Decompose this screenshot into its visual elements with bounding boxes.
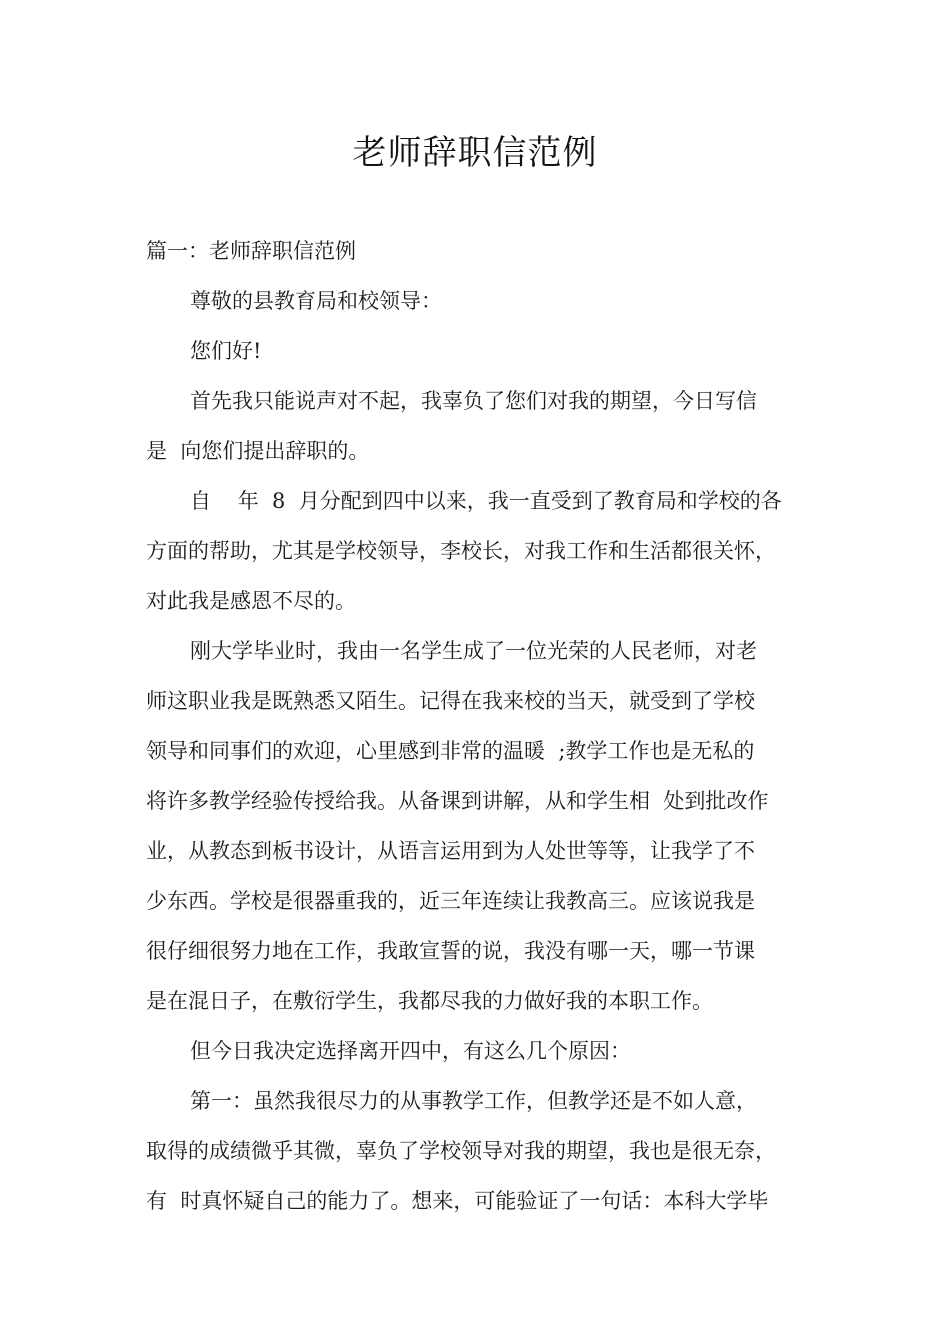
- paragraph-line: 是在混日子，在敷衍学生，我都尽我的力做好我的本职工作。: [146, 989, 713, 1013]
- paragraph-line: 自 年 8 月分配到四中以来，我一直受到了教育局和学校的各: [190, 489, 782, 513]
- paragraph-line: 有 时真怀疑自己的能力了。想来，可能验证了一句话：本科大学毕: [146, 1189, 769, 1213]
- salutation: 尊敬的县教育局和校领导：: [190, 289, 442, 313]
- paragraph-line: 对此我是感恩不尽的。: [146, 589, 356, 613]
- paragraph-line: 取得的成绩微乎其微，辜负了学校领导对我的期望，我也是很无奈，: [146, 1139, 776, 1163]
- paragraph-line: 将许多教学经验传授给我。从备课到讲解，从和学生相 处到批改作: [146, 789, 769, 813]
- paragraph-line: 少东西。学校是很器重我的，近三年连续让我教高三。应该说我是: [146, 889, 755, 913]
- greeting: 您们好!: [190, 339, 262, 363]
- paragraph-line: 很仔细很努力地在工作，我敢宣誓的说，我没有哪一天，哪一节课: [146, 939, 755, 963]
- paragraph-line: 首先我只能说声对不起，我辜负了您们对我的期望，今日写信: [190, 389, 757, 413]
- document-title: 老师辞职信范例: [352, 133, 598, 173]
- paragraph-line: 但今日我决定选择离开四中，有这么几个原因：: [190, 1039, 631, 1063]
- paragraph-line: 方面的帮助，尤其是学校领导，李校长，对我工作和生活都很关怀，: [146, 539, 776, 563]
- paragraph-line: 领导和同事们的欢迎，心里感到非常的温暖 ;教学工作也是无私的: [146, 739, 755, 763]
- paragraph-line: 刚大学毕业时，我由一名学生成了一位光荣的人民老师，对老: [190, 639, 757, 663]
- paragraph-line: 师这职业我是既熟悉又陌生。记得在我来校的当天，就受到了学校: [146, 689, 755, 713]
- paragraph-line: 第一：虽然我很尽力的从事教学工作，但教学还是不如人意，: [190, 1089, 757, 1113]
- paragraph-line: 业，从教态到板书设计，从语言运用到为人处世等等，让我学了不: [146, 839, 755, 863]
- paragraph-line: 是 向您们提出辞职的。: [146, 439, 370, 463]
- section-heading: 篇一：老师辞职信范例: [146, 239, 356, 263]
